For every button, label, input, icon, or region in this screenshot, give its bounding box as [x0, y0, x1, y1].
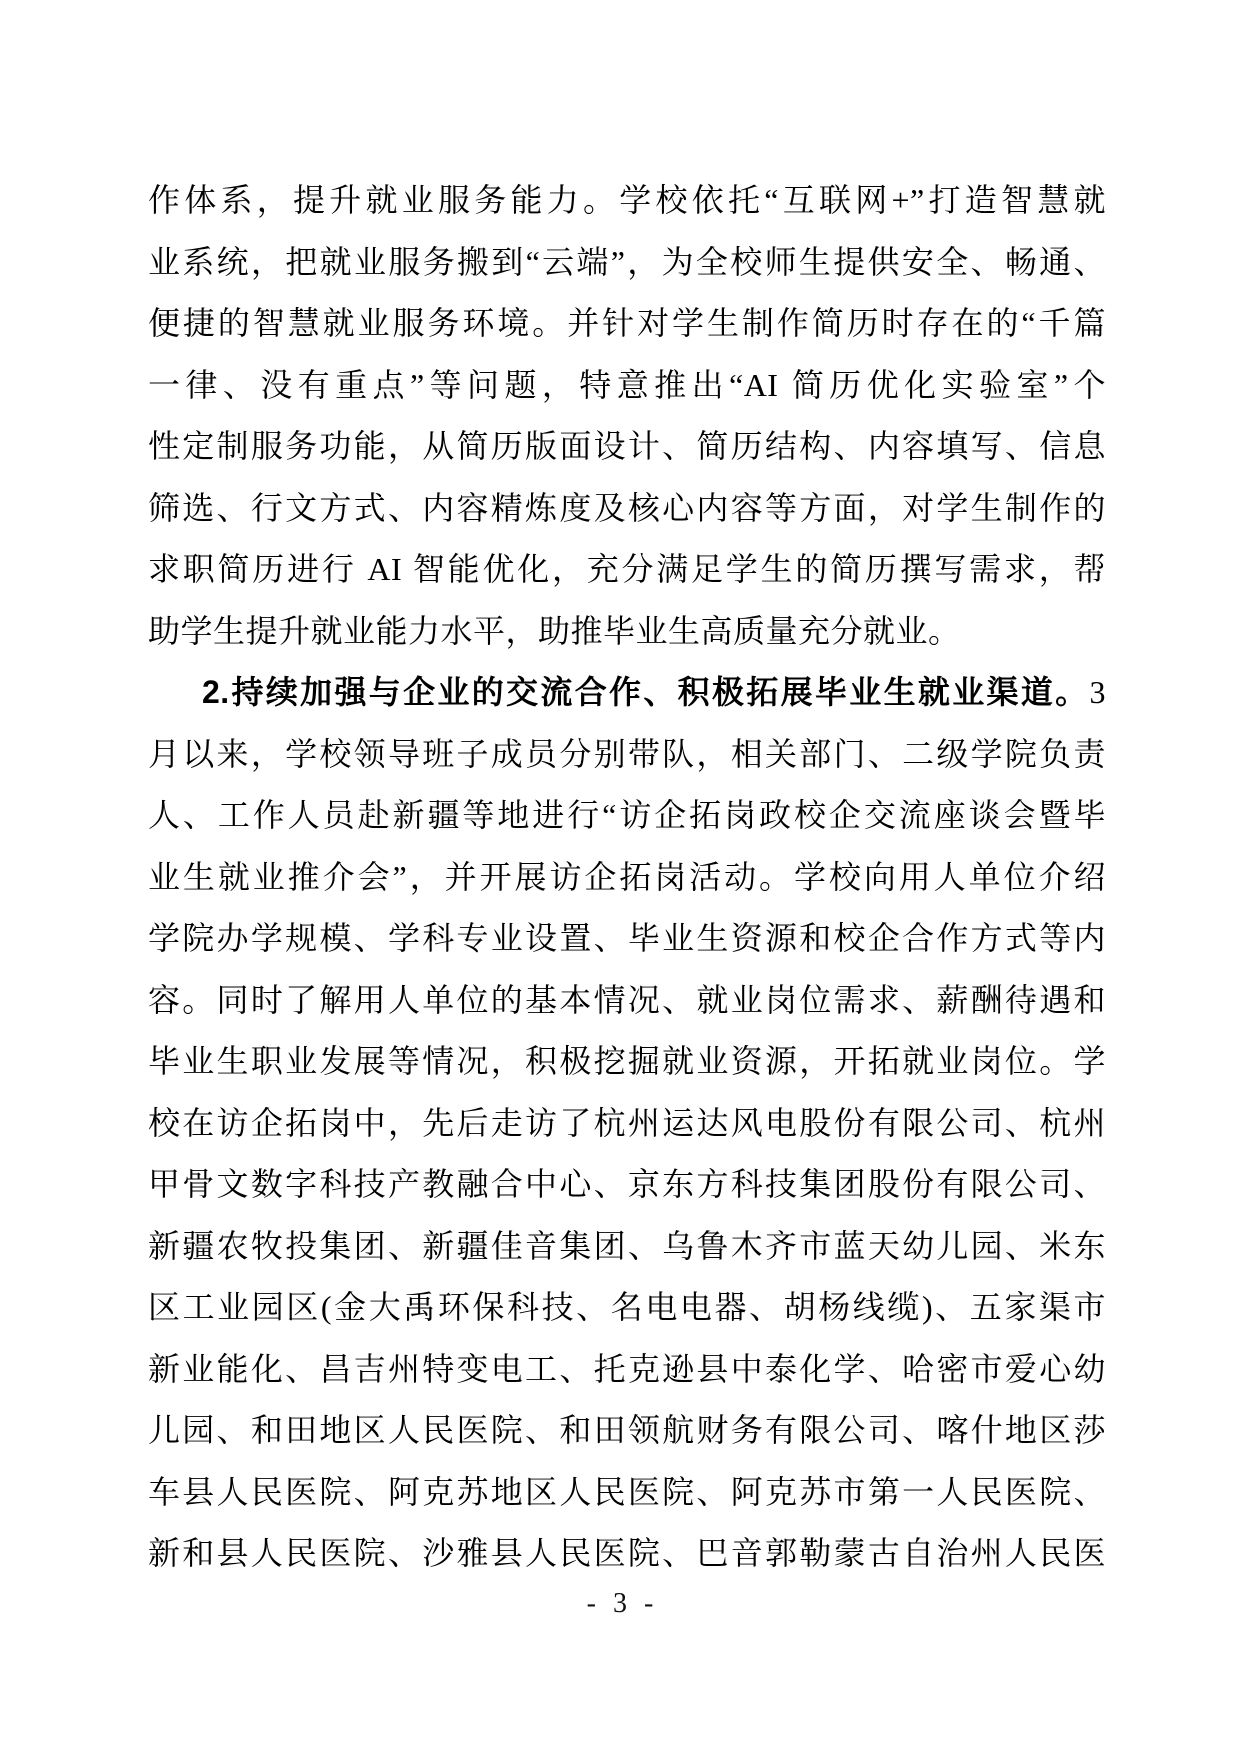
body-text: 毕业生职业发展等情况，积极挖掘就业资源，开拓就业岗位。学 [148, 1043, 1106, 1079]
text-line [148, 1154, 1106, 1216]
body-text: 月以来，学校领导班子成员分别带队，相关部门、二级学院负责 [148, 735, 1106, 772]
text-line [148, 478, 1106, 540]
body-text: 性定制服务功能，从简历版面设计、简历结构、内容填写、信息 [148, 428, 1106, 464]
body-text: 便捷的智慧就业服务环境。并针对学生制作简历时存在的“千篇 [148, 305, 1106, 341]
section-heading-text: 2.持续加强与企业的交流合作、积极拓展毕业生就业渠道。 [202, 674, 1090, 710]
body-text: 学院办学规模、学科专业设置、毕业生资源和校企合作方式等内 [148, 920, 1106, 956]
text-line [148, 1277, 1106, 1339]
text-line [148, 539, 1106, 601]
text-line [148, 908, 1106, 970]
body-text: 儿园、和田地区人民医院、和田领航财务有限公司、喀什地区莎 [148, 1412, 1106, 1448]
body-text: 一律、没有重点”等问题，特意推出“AI 简历优化实验室”个 [148, 366, 1106, 403]
text-line [148, 355, 1106, 417]
page-number: - 3 - [586, 1588, 654, 1619]
body-text: 甲骨文数字科技产教融合中心、京东方科技集团股份有限公司、 [148, 1166, 1106, 1202]
text-line [148, 232, 1106, 294]
text-line [148, 724, 1106, 786]
text-line [148, 1339, 1106, 1401]
text-line [148, 1400, 1106, 1462]
body-text: 人、工作人员赴新疆等地进行“访企拓岗政校企交流座谈会暨毕 [148, 797, 1106, 833]
body-text: 容。同时了解用人单位的基本情况、就业岗位需求、薪酬待遇和 [148, 981, 1106, 1018]
text-line [148, 1523, 1106, 1585]
text-line [148, 1462, 1106, 1524]
body-text: 助学生提升就业能力水平，助推毕业生高质量充分就业。 [148, 612, 961, 649]
body-text: 新业能化、昌吉州特变电工、托克逊县中泰化学、哈密市爱心幼 [148, 1350, 1106, 1387]
body-text: 3 [1089, 674, 1106, 710]
body-text: 业系统，把就业服务搬到“云端”，为全校师生提供安全、畅通、 [148, 243, 1106, 280]
body-text: 新疆农牧投集团、新疆佳音集团、乌鲁木齐市蓝天幼儿园、米东 [148, 1227, 1106, 1264]
text-line [148, 601, 1106, 663]
body-text: 校在访企拓岗中，先后走访了杭州运达风电股份有限公司、杭州 [148, 1104, 1106, 1141]
text-line [148, 293, 1106, 355]
text-line [148, 662, 1106, 724]
body-text: 业生就业推介会”，并开展访企拓岗活动。学校向用人单位介绍 [148, 858, 1106, 895]
text-line [148, 1093, 1106, 1155]
text-line [148, 847, 1106, 909]
body-text: 求职简历进行 AI 智能优化，充分满足学生的简历撰写需求，帮 [148, 551, 1106, 587]
body-text: 区工业园区(金大禹环保科技、名电电器、胡杨线缆)、五家渠市 [148, 1289, 1106, 1325]
text-line [148, 970, 1106, 1032]
body-text: 筛选、行文方式、内容精炼度及核心内容等方面，对学生制作的 [148, 489, 1106, 526]
text-line [148, 785, 1106, 847]
body-text: 作体系，提升就业服务能力。学校依托“互联网+”打造智慧就 [148, 182, 1106, 218]
body-text-block [148, 170, 1106, 1585]
text-line [148, 416, 1106, 478]
body-text: 车县人民医院、阿克苏地区人民医院、阿克苏市第一人民医院、 [148, 1473, 1106, 1510]
text-line [148, 170, 1106, 232]
text-line [148, 1216, 1106, 1278]
text-line [148, 1031, 1106, 1093]
body-text: 新和县人民医院、沙雅县人民医院、巴音郭勒蒙古自治州人民医 [148, 1535, 1106, 1571]
